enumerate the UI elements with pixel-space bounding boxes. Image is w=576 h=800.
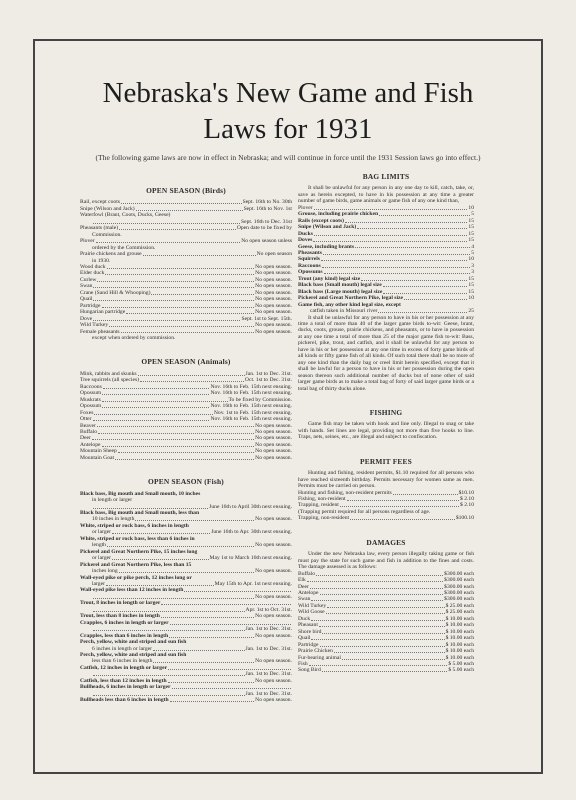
permit-fees-list <box>298 490 474 522</box>
list-item: Swan No open season. <box>80 283 292 290</box>
list-item: Rails (except coots) 15 <box>298 217 474 224</box>
fish-list <box>80 491 292 704</box>
list-item: Sept. 16th to Dec. 31st <box>80 219 292 225</box>
list-item: Pickerel and Great Northern Pike, less than 15 <box>80 561 192 568</box>
list-item: Opossums 3 <box>298 269 474 276</box>
list-item: inches long No open season. <box>92 568 292 575</box>
birds-heading: OPEN SEASON (Birds) <box>146 186 226 195</box>
list-item: Commission. <box>92 231 122 238</box>
list-item: Muskrats To be fixed by Commission. <box>80 396 292 403</box>
list-item: Catfish, 12 inches in length or larger <box>80 665 292 671</box>
list-item: Mink, rabbits and skunks Jan. 1st to Dec. 31st. <box>80 370 292 377</box>
list-item: Wall-eyed pike less than 12 inches in length <box>80 587 292 593</box>
bag-limits-body: It shall be unlawful for any person to have in his or her possession at any time a total of more than 40 of the larger game birds to-wit: Geese, brant, ducks, coots, grouse, prairie chickens, and pheasants, or to have in possession at any one time a total of more than 25 of the major game fish to-wit: Bass, pickerel, pike, trout, and catfish, and it shall be unlawful for any person to have in his or her possession at any one time in excess of forty game birds of all kinds or fifty game fish of all kinds. Of such total there shall be no more of any one kind than the daily bag or creel limit herein specified, except that it shall be lawful for a person to have in his or her possession during the open season thereon such additional number of ducks but of none other of said larger game birds as to make a total bag of forty of said larger game birds or a total bag of thirty ducks alone. <box>298 314 474 392</box>
list-item: ordered by the Commission. <box>92 244 156 251</box>
list-item: Song Bird $ 5.00 each <box>298 667 474 674</box>
list-item: Dove Sept. 1st to Sept. 15th. <box>80 315 292 322</box>
list-item: Buffalo No open season. <box>80 428 292 435</box>
list-item: Wall-eyed pike or pike perch, 12 inches long or <box>80 574 192 581</box>
page-title-line2: Laws for 1931 <box>203 113 373 145</box>
list-item: 6 inches in length or larger Jan. 1st to Dec. 31st. <box>92 645 292 652</box>
list-item: Black bass (Large mouth) legal size 15 <box>298 288 474 295</box>
list-item: Fish $ 5.00 each <box>298 661 474 667</box>
list-item: Prairie chickens and grouse No open season <box>80 251 292 258</box>
damages-heading: DAMAGES <box>366 537 406 547</box>
list-item: Buffalo $300.00 each <box>298 570 474 577</box>
list-item: Crapples, 6 inches in length or larger <box>80 620 292 626</box>
list-item: Wild Turkey $ 25.00 each <box>298 602 474 609</box>
list-item: Trout (any kind) legal size 15 <box>298 275 474 282</box>
permit-fees-body: Hunting and fishing, resident permits, $1.10 required for all persons who have reached sixteenth birthday. Permits necessary for women same as men. Permits must be carried on person. <box>298 470 474 490</box>
list-item: Snipe (Wilson and Jack) Sept. 16th to Nov. 1st <box>80 205 292 212</box>
list-item: in length or larger <box>92 497 133 504</box>
list-item: Doves 15 <box>298 237 474 244</box>
list-item: Jan. 1st to Dec. 31st. <box>80 626 292 632</box>
animals-heading: OPEN SEASON (Animals) <box>141 357 231 367</box>
list-item: Jan. 1st to Dec. 31st. <box>80 691 292 697</box>
animals-list <box>80 371 292 461</box>
left-column <box>80 188 292 704</box>
list-item: Curlew No open season. <box>80 276 292 283</box>
list-item: Pheasants (male) Open date to be fixed by <box>80 225 292 232</box>
list-item: or larger June 16th to Apr. 30th next ensuing. <box>92 529 292 536</box>
list-item: Hungarian partridge No open season. <box>80 309 292 316</box>
list-item: Perch, yellow, white and striped and sun fish <box>80 652 187 658</box>
list-item: Elk $300.00 each <box>298 577 474 584</box>
list-item: 10 inches in length No open season. <box>92 516 292 523</box>
permit-fees-heading: PERMIT FEES <box>360 456 412 466</box>
list-item: Trapping, resident $ 2.10 <box>298 502 474 509</box>
list-item: (Trapping permit required for all persons regardless of age. <box>298 508 431 515</box>
list-item: Black bass, Big mouth and Small mouth, less than <box>80 510 200 517</box>
list-item: Deer No open season. <box>80 435 292 442</box>
list-item: Swan $300.00 each <box>298 596 474 603</box>
list-item: Fishing, non-resident $ 2.10 <box>298 496 474 503</box>
list-item: Mountain Goat No open season. <box>80 454 292 461</box>
list-item: Bullheads, 6 inches in length or larger <box>80 684 292 690</box>
list-item: Snipe (Wilson and Jack) 15 <box>298 224 474 231</box>
list-item: Apr. 1st to Oct. 31st. <box>80 607 292 613</box>
list-item: Fur-bearing animal $ 10.00 each <box>298 654 474 661</box>
list-item: Game fish, any other kind legal size, except <box>298 301 401 308</box>
list-item: Bullheads less than 6 inches in length No open season. <box>80 697 292 704</box>
list-item: Shore bird $ 10.00 each <box>298 628 474 635</box>
fishing-heading: FISHING <box>369 407 403 417</box>
list-item: less than 6 inches in length No open season. <box>92 658 292 665</box>
list-item: Geese, including brants 4 <box>298 243 474 250</box>
list-item: catfish taken in Missouri river 25 <box>310 308 474 315</box>
list-item: Tree squirrels (all species) Oct. 1st to Dec. 31st. <box>80 377 292 384</box>
list-item: Ducks 15 <box>298 230 474 237</box>
list-item: Wild Goose $ 25.00 each <box>298 609 474 616</box>
list-item: Partridge $ 10.00 each <box>298 641 474 648</box>
list-item: Raccoons Nov. 16th to Feb. 15th next ensuing. <box>80 383 292 390</box>
list-item: Perch, yellow, white and striped and sun fish <box>80 639 187 646</box>
list-item: Raccoons 3 <box>298 262 474 269</box>
list-item: Foxes Nov. 1st to Feb. 15th next ensuing. <box>80 409 292 416</box>
bag-limits-list <box>298 205 474 315</box>
list-item: or larger May 1st to March 16th next ensuing. <box>92 555 292 562</box>
damages-list <box>298 571 474 674</box>
page-title: Nebraska's New Game and Fish <box>102 77 474 109</box>
list-item: Opossum Nov. 16th to Feb. 15th next ensuing. <box>80 403 292 410</box>
list-item: Quail $ 10.00 each <box>298 635 474 642</box>
list-item: Mountain Sheep No open season. <box>80 448 292 455</box>
list-item: length No open season. <box>92 542 292 549</box>
list-item: Wood duck No open season. <box>80 263 292 270</box>
list-item: Pheasant $ 10.00 each <box>298 622 474 629</box>
list-item: Trout, 8 inches in length or larger <box>80 600 292 606</box>
list-item: Opossum Nov. 16th to Feb. 15th next ensuing. <box>80 390 292 397</box>
list-item: Prairie Chicken $ 10.00 each <box>298 648 474 655</box>
list-item: Pickerel and Great Northern Pike, legal size 10 <box>298 295 474 302</box>
list-item: No open season. <box>80 594 292 600</box>
list-item: Wild Turkey No open season. <box>80 322 292 329</box>
list-item: in 1930. <box>92 257 111 264</box>
list-item: Catfish, less than 12 inches in length No open season. <box>80 677 292 684</box>
bag-limits-heading: BAG LIMITS <box>362 172 410 181</box>
list-item: Pickerel and Great Northern Pike, 15 inches long <box>80 548 198 555</box>
list-item: Deer $300.00 each <box>298 583 474 590</box>
fish-heading: OPEN SEASON (Fish) <box>148 477 224 487</box>
list-item: Duck $ 10.00 each <box>298 615 474 622</box>
list-item: Crane (Sand Hill & Whooping) No open season. <box>80 289 292 296</box>
list-item: Plover 10 <box>298 204 474 211</box>
birds-list <box>80 199 292 341</box>
list-item: Elder duck No open season. <box>80 270 292 277</box>
list-item: Otter Nov. 16th to Feb. 15th next ensuing. <box>80 416 292 423</box>
fishing-body: Game fish may be taken with hook and line only. Illegal to snag or take with hands. Set lines are legal, providing not more than five hooks to line. Traps, nets, seines, etc., are illegal and subject to confiscation. <box>298 421 474 441</box>
list-item: Hunting and fishing, non-resident permits $10.10 <box>298 489 474 496</box>
list-item: Pheasants 5 <box>298 249 474 256</box>
list-item: White, striped or rock bass, less than 6 inches in <box>80 535 195 542</box>
list-item: Black bass (Small mouth) legal size 15 <box>298 282 474 289</box>
list-item: Black bass, Big mouth and Small mouth, 10 inches <box>80 490 201 497</box>
list-item: Female pheasants No open season. <box>80 328 292 335</box>
list-item: Crapples, less than 6 inches in length No open season. <box>80 632 292 639</box>
list-item: Partridge No open season. <box>80 302 292 309</box>
list-item: Trapping, non-resident $100.10 <box>298 515 474 522</box>
list-item: Antelope No open season. <box>80 441 292 448</box>
damages-body: Under the new Nebraska law, every person illegally taking game or fish must pay the state for such game and fish in addition to the fines and costs. The damage assessed is as follows: <box>298 551 474 571</box>
list-item: Jan. 1st to Dec. 31st. <box>80 671 292 677</box>
list-item: Beaver No open season. <box>80 422 292 429</box>
list-item: larger May 15th to Apr. 1st next ensuing. <box>92 581 292 588</box>
list-item: White, striped or rock bass, 6 inches in length <box>80 522 189 529</box>
right-column <box>298 174 474 674</box>
list-item: Waterfowl (Brant, Coots, Ducks, Geese) <box>80 212 171 219</box>
bag-limits-intro: It shall be unlawful for any person in any one day to kill, catch, take, or, save as herein excepted, to have in his possession at any time a greater number of game birds, game animals or game fish of any one kind than, <box>298 185 474 205</box>
list-item: June 16th to April 30th next ensuing. <box>80 504 292 510</box>
list-item: Quail No open season. <box>80 296 292 303</box>
subtitle: (The following game laws are now in effect in Nebraska; and will continue in force until the 1931 Session laws go into effect.) <box>95 153 481 162</box>
list-item: Antelope $300.00 each <box>298 590 474 597</box>
list-item: except when ordered by commission. <box>92 334 176 341</box>
list-item: Plover No open season unless <box>80 238 292 245</box>
list-item: Trout, less than 8 inches in length No open season. <box>80 613 292 620</box>
list-item: Rail, except coots Sept. 16th to No. 30th <box>80 199 292 206</box>
list-item: Grouse, including prairie chicken 5 <box>298 211 474 218</box>
list-item: Squirrels 10 <box>298 256 474 263</box>
